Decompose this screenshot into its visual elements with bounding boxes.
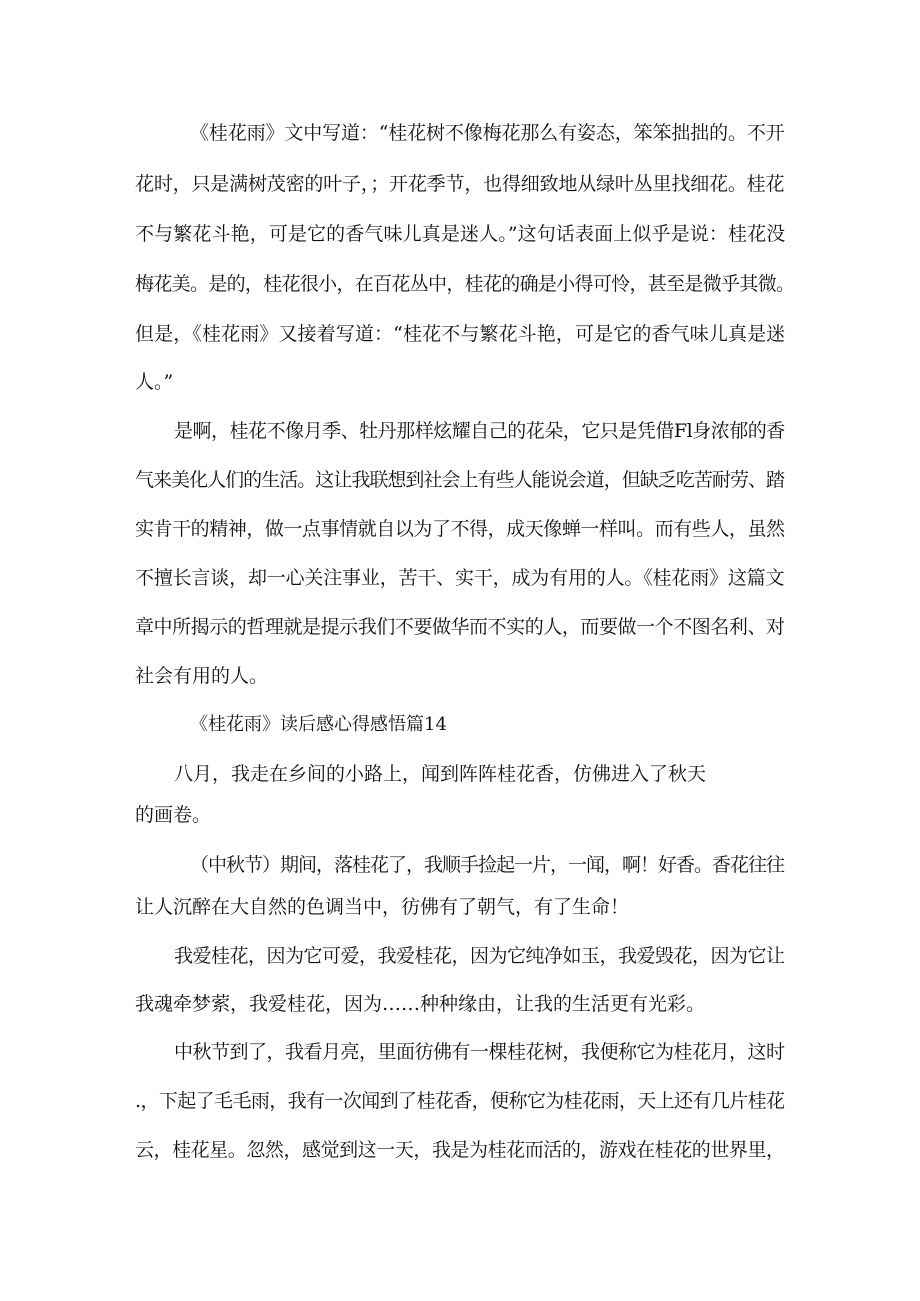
paragraph-5-line-1: 我爱桂花，因为它可爱，我爱桂花，因为它纯净如玉，我爱毁花，因为它让 [174, 945, 785, 967]
paragraph-6-line-1: 中秋节到了，我看月亮，里面彷佛有一棵桂花树，我便称它为桂花月，这时 [174, 1041, 785, 1063]
paragraph-3-line-1: 八月，我走在乡间的小路上，闻到阵阵桂花香，仿佛进入了秋天 [174, 763, 707, 785]
paragraph-1-line-6: 人。” [135, 371, 174, 393]
paragraph-1-line-2: 花时，只是满树茂密的叶子，；开花季节，也得细致地从绿叶丛里找细花。桂花 [135, 173, 785, 195]
paragraph-4-line-1: （中秋节）期间，落桂花了，我顺手捡起一片，一闻，啊！好香。香花往往 [190, 854, 785, 876]
paragraph-5-line-2: 我魂牵梦萦，我爱桂花，因为……种种缘由，让我的生活更有光彩。 [135, 993, 706, 1015]
paragraph-6-line-3: 云，桂花星。忽然，感觉到这一天，我是为桂花而活的，游戏在桂花的世界里， [135, 1139, 785, 1161]
paragraph-2-line-1: 是啊，桂花不像月季、牡丹那样炫耀自己的花朵，它只是凭借Fl身浓郁的香 [174, 420, 785, 442]
paragraph-2-line-4: 不擅长言谈，却一心关注事业，苦干、实干，成为有用的人。《桂花雨》这篇文 [135, 567, 785, 589]
paragraph-2-line-5: 章中所揭示的哲理就是提示我们不要做华而不实的人，而要做一个不图名利、对 [135, 616, 785, 638]
paragraph-1-line-5: 但是，《桂花雨》又接着写道：“桂花不与繁花斗艳，可是它的香气味儿真是迷 [135, 323, 786, 345]
paragraph-2-line-2: 气来美化人们的生活。这让我联想到社会上有些人能说会道，但缺乏吃苦耐劳、踏 [135, 469, 785, 491]
paragraph-1-line-3: 不与繁花斗艳，可是它的香气味儿真是迷人。”这句话表面上似乎是说：桂花没 [135, 223, 786, 245]
paragraph-2-line-3: 实肯干的精神，做一点事情就自以为了不得，成天像蝉一样叫。而有些人，虽然 [135, 518, 785, 540]
paragraph-6-line-2: .，下起了毛毛雨，我有一次闻到了桂花香，便称它为桂花雨，天上还有几片桂花 [135, 1090, 785, 1112]
paragraph-1-line-1: 《桂花雨》文中写道：“桂花树不像梅花那么有姿态，笨笨拙拙的。不开 [190, 122, 785, 144]
paragraph-2-line-6: 社会有用的人。 [135, 665, 269, 687]
paragraph-3-line-2: 的画卷。 [135, 804, 212, 826]
paragraph-4-line-2: 让人沉醉在大自然的色调当中，彷佛有了朝气，有了生命！ [135, 896, 630, 918]
section-title: 《桂花雨》读后感心得感悟篇14 [190, 714, 447, 735]
paragraph-1-line-4: 梅花美。是的，桂花很小，在百花丛中，桂花的确是小得可怜，甚至是微乎其微。 [135, 273, 795, 295]
